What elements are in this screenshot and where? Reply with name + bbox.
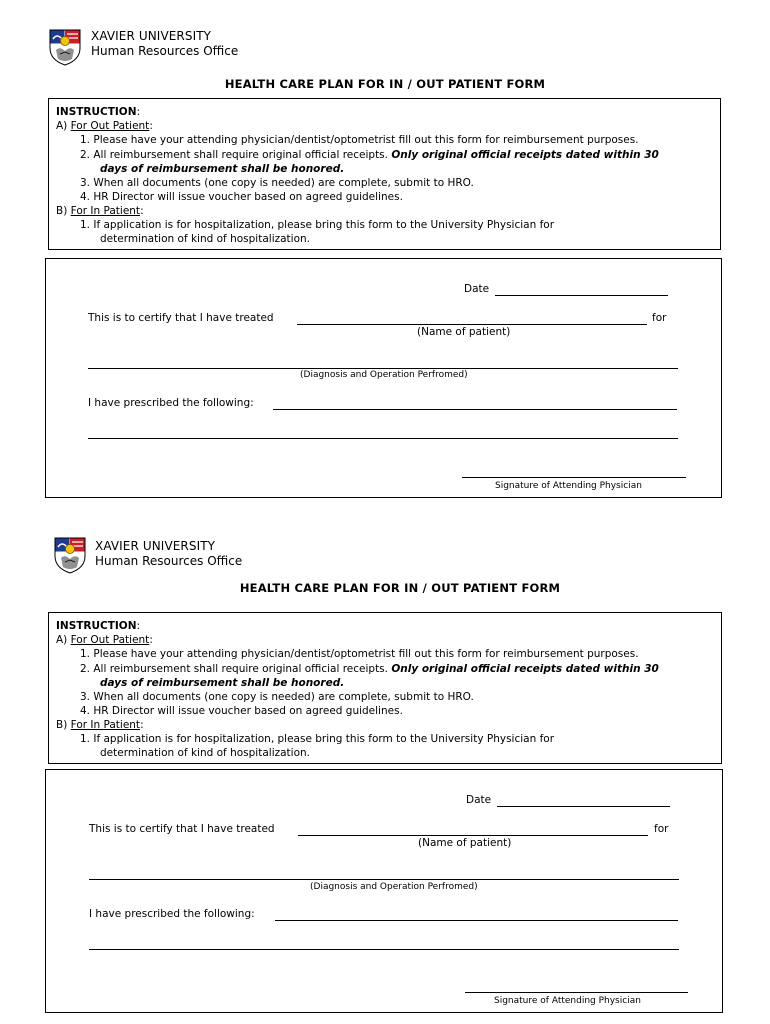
in-patient-heading: B) For In Patient: — [56, 205, 144, 217]
office-name: Human Resources Office — [91, 44, 239, 58]
certificate-box — [45, 769, 723, 1013]
instruction-item: 2. All reimbursement shall require original official receipts. Only original official receipts dated within 30 — [80, 663, 659, 675]
prescription-field-continued[interactable] — [88, 438, 678, 439]
instruction-item: 4. HR Director will issue voucher based on agreed guidelines. — [80, 705, 403, 717]
instruction-heading: INSTRUCTION: — [56, 620, 141, 632]
signature-caption: Signature of Attending Physician — [495, 481, 642, 491]
instruction-item: 3. When all documents (one copy is needed) are complete, submit to HRO. — [80, 691, 474, 703]
prescription-field[interactable] — [275, 920, 678, 921]
certify-text: This is to certify that I have treated — [89, 823, 275, 835]
out-patient-heading: A) For Out Patient: — [56, 634, 153, 646]
signature-field[interactable] — [465, 992, 688, 993]
instruction-box — [48, 98, 721, 250]
instruction-item: 1. Please have your attending physician/dentist/optometrist fill out this form for reimbursement purposes. — [80, 134, 639, 146]
instruction-heading: INSTRUCTION: — [56, 106, 141, 118]
instruction-item-continued: determination of kind of hospitalization. — [100, 747, 311, 759]
office-name: Human Resources Office — [95, 554, 243, 568]
instruction-box — [48, 612, 722, 764]
prescription-field[interactable] — [273, 409, 677, 410]
form-title: HEALTH CARE PLAN FOR IN / OUT PATIENT FORM — [239, 581, 561, 595]
prescribed-label: I have prescribed the following: — [89, 908, 255, 920]
instruction-item-continued: determination of kind of hospitalization. — [100, 233, 311, 245]
instruction-item: 1. Please have your attending physician/dentist/optometrist fill out this form for reimbursement purposes. — [80, 648, 639, 660]
date-field[interactable] — [495, 295, 668, 296]
prescription-field-continued[interactable] — [89, 949, 679, 950]
in-patient-heading: B) For In Patient: — [56, 719, 144, 731]
university-seal-logo — [53, 536, 87, 574]
date-field[interactable] — [497, 806, 670, 807]
date-label: Date — [466, 794, 492, 806]
for-text: for — [652, 312, 667, 324]
patient-name-field[interactable] — [297, 324, 647, 325]
patient-name-caption: (Name of patient) — [418, 837, 512, 849]
university-seal-logo — [48, 28, 82, 66]
form-title: HEALTH CARE PLAN FOR IN / OUT PATIENT FORM — [224, 77, 546, 91]
instruction-item: 3. When all documents (one copy is needed) are complete, submit to HRO. — [80, 177, 474, 189]
patient-name-field[interactable] — [298, 835, 648, 836]
certificate-box — [45, 258, 722, 498]
instruction-item: 2. All reimbursement shall require original official receipts. Only original official receipts dated within 30 — [80, 149, 659, 161]
date-label: Date — [464, 283, 490, 295]
instruction-item: 4. HR Director will issue voucher based on agreed guidelines. — [80, 191, 403, 203]
instruction-item-continued: days of reimbursement shall be honored. — [100, 163, 345, 175]
diagnosis-field[interactable] — [89, 879, 679, 880]
instruction-item: 1. If application is for hospitalization, please bring this form to the University Physician for — [80, 219, 555, 231]
instruction-item: 1. If application is for hospitalization, please bring this form to the University Physician for — [80, 733, 555, 745]
org-name: XAVIER UNIVERSITY — [95, 539, 216, 553]
signature-caption: Signature of Attending Physician — [494, 996, 641, 1006]
certify-text: This is to certify that I have treated — [88, 312, 274, 324]
signature-field[interactable] — [462, 477, 686, 478]
prescribed-label: I have prescribed the following: — [88, 397, 254, 409]
org-name: XAVIER UNIVERSITY — [91, 29, 212, 43]
for-text: for — [654, 823, 669, 835]
diagnosis-caption: (Diagnosis and Operation Perfromed) — [310, 882, 478, 892]
out-patient-heading: A) For Out Patient: — [56, 120, 153, 132]
diagnosis-caption: (Diagnosis and Operation Perfromed) — [300, 370, 468, 380]
patient-name-caption: (Name of patient) — [417, 326, 511, 338]
instruction-item-continued: days of reimbursement shall be honored. — [100, 677, 345, 689]
